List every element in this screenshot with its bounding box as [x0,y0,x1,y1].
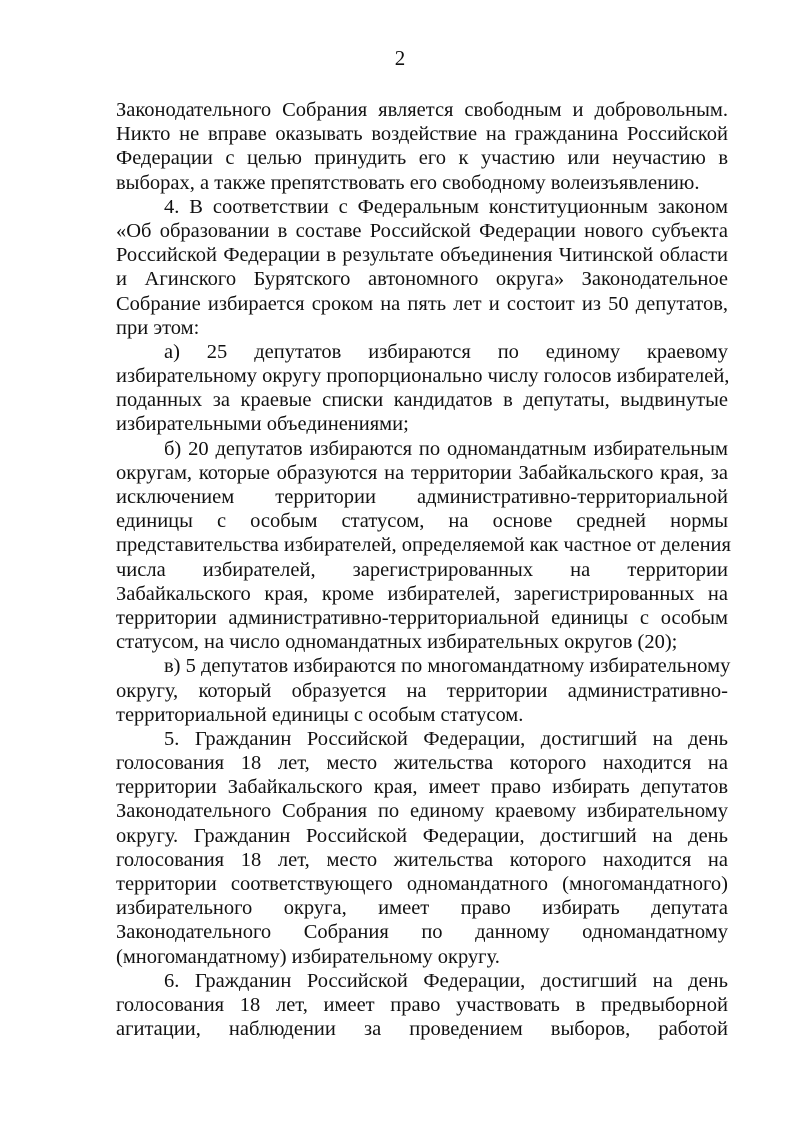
paragraph [116,437,731,655]
text-line: округу. Гражданин Российской Федерации, достигший на день [116,824,728,847]
text-line: числа избирателей, зарегистрированных на территории [116,558,728,581]
text-line: территории соответствующего одномандатного (многомандатного) [116,873,728,895]
text-line: «Об образовании в составе Российской Федерации нового субъекта [116,219,728,242]
text-line: статусом, на число одномандатных избирательных округов (20); [116,631,678,654]
text-line: Никто не вправе оказывать воздействие на гражданина Российской [116,123,728,146]
text-line: поданных за краевые списки кандидатов в депутаты, выдвинутые [116,389,728,412]
paragraph [116,98,728,195]
page-number: 2 [394,46,406,70]
text-line: Законодательного Собрания по данному одномандатному [116,921,728,944]
text-line: а) 25 депутатов избираются по единому краевому [164,340,728,363]
text-line: выборах, а также препятствовать его свободному волеизъявлению. [116,171,700,194]
text-line: 4. В соответствии с Федеральным конституционным законом [164,195,728,218]
text-line: Собрание избирается сроком на пять лет и состоит из 50 депутатов, [116,292,728,315]
text-line: территории Забайкальского края, имеет право избирать депутатов [116,776,728,799]
paragraph [116,727,728,969]
text-line: голосования 18 лет, место жительства которого находится на [116,752,728,775]
text-line: избирательными объединениями; [116,413,409,436]
text-line: Российской Федерации в результате объединения Читинской области [116,244,728,267]
text-line: исключением территории административно-территориальной [116,486,728,508]
text-line: б) 20 депутатов избираются по одномандатным избирательным [164,437,728,460]
text-line: в) 5 депутатов избираются по многомандатному избирательному [164,655,731,678]
text-line: при этом: [116,316,200,339]
text-line: избирательного округа, имеет право избирать депутата [116,897,728,920]
text-line: Законодательного Собрания по единому краевому избирательному [116,800,728,823]
text-line: единицы с особым статусом, на основе средней нормы [116,510,728,533]
paragraph [116,195,728,340]
text-line: избирательному округу пропорционально числу голосов избирателей, [116,365,730,388]
paragraph [116,654,731,727]
text-line: Законодательного Собрания является свободным и добровольным. [116,99,728,121]
text-line: 6. Гражданин Российской Федерации, достигший на день [164,969,728,992]
text-line: (многомандатному) избирательному округу. [116,945,500,968]
text-line: представительства избирателей, определяемой как частное от деления [116,534,731,557]
text-line: территории административно-территориальной единицы с особым [116,606,728,629]
text-line: 5. Гражданин Российской Федерации, достигший на день [164,727,728,750]
text-line: голосования 18 лет, место жительства которого находится на [116,848,728,871]
text-line: голосования 18 лет, имеет право участвовать в предвыборной [116,993,728,1016]
text-line: округам, которые образуются на территории Забайкальского края, за [116,461,728,484]
text-line: агитации, наблюдении за проведением выборов, работой [116,1018,728,1041]
text-line: территориальной единицы с особым статусом. [116,703,524,726]
document-body [116,98,731,1041]
paragraph [116,340,728,437]
paragraph [116,969,728,1042]
text-line: Федерации с целью принудить его к участию или неучастию в [116,147,728,170]
text-line: Забайкальского края, кроме избирателей, зарегистрированных на [116,582,728,605]
text-line: и Агинского Бурятского автономного округа» Законодательное [116,268,728,291]
text-line: округу, который образуется на территории административно- [116,679,728,702]
